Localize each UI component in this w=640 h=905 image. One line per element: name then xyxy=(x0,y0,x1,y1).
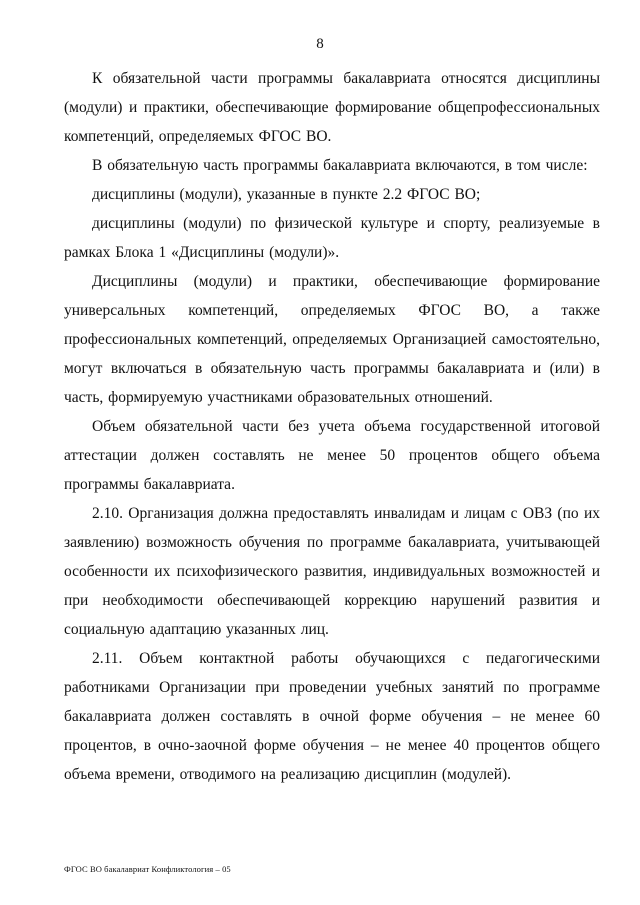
page-body xyxy=(64,64,600,789)
paragraph: Объем обязательной части без учета объема государственной итоговой аттестации должен составлять не менее 50 процентов общего объема программы бакалавриата. xyxy=(64,418,600,493)
paragraph: К обязательной части программы бакалавриата относятся дисциплины (модули) и практики, обеспечивающие формирование общепрофессиональных компетенций, определяемых ФГОС ВО. xyxy=(64,70,600,145)
page-footer: ФГОС ВО бакалавриат Конфликтология – 05 xyxy=(64,864,231,874)
paragraph: дисциплины (модули), указанные в пункте 2.2 ФГОС ВО; xyxy=(92,186,481,203)
paragraph: Дисциплины (модули) и практики, обеспечивающие формирование универсальных компетенций, определяемых ФГОС ВО, а также профессиональных компетенций, определяемых Организацией самостоятельно, могут включаться в обязательную часть программы бакалавриата и (или) в часть, формируемую участниками образовательных отношений. xyxy=(64,273,600,406)
paragraph: В обязательную часть программы бакалавриата включаются, в том числе: xyxy=(92,157,588,174)
paragraph: 2.10. Организация должна предоставлять инвалидам и лицам с ОВЗ (по их заявлению) возможность обучения по программе бакалавриата, учитывающей особенности их психофизического развития, индивидуальных возможностей и при необходимости обеспечивающей коррекцию нарушений развития и социальную адаптацию указанных лиц. xyxy=(64,505,600,638)
paragraph: 2.11. Объем контактной работы обучающихся с педагогическими работниками Организации при проведении учебных занятий по программе бакалавриата должен составлять в очной форме обучения – не менее 60 процентов, в очно-заочной форме обучения – не менее 40 процентов общего объема времени, отводимого на реализацию дисциплин (модулей). xyxy=(64,650,600,783)
page-number: 8 xyxy=(316,36,324,52)
paragraph: дисциплины (модули) по физической культуре и спорту, реализуемые в рамках Блока 1 «Дисциплины (модули)». xyxy=(64,215,600,261)
